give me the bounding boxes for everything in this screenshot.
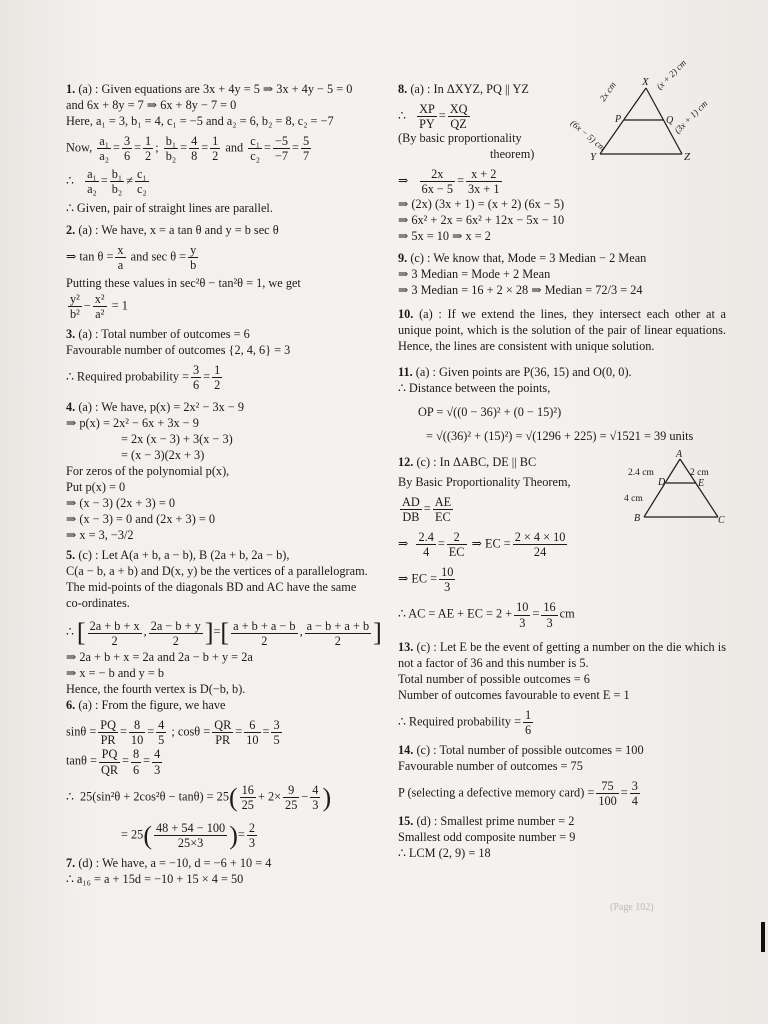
solution-line: By Basic Proportionality Theorem, (398, 474, 571, 489)
triangle-xyz-figure (568, 57, 728, 168)
page-footnote: (Page 102) (610, 902, 654, 913)
solution-text: (d) : We have, a = −10, d = −6 + 10 = 4 (78, 856, 272, 871)
solution-line: ⇒ x = 3, −3/2 (66, 528, 134, 543)
identity-equation: $\frac{\text{y²}}{\text{b²}}$ − $\frac{\text{x²}}{\text{a²}}$ = 1 (70, 291, 128, 321)
solution-line: The mid-points of the diagonals BD and AC have the same (66, 580, 357, 595)
solution-line: ⇒ (x − 3) (2x + 3) = 0 (66, 496, 175, 511)
question-number: 11. (398, 364, 413, 379)
solution-14 (398, 743, 726, 808)
solution-line: co-ordinates. (66, 596, 130, 611)
fraction: $\frac{1}{2}$ (212, 134, 219, 164)
solution-line: Putting these values in sec²θ − tan²θ = 1, we get (66, 275, 301, 290)
midpoint-equation: ∴ [ $\frac{2a + b + x}{2}$ , $\frac{2a - b + y}{2}$ ]=[ $\frac{a + b + a - b}{2}$ , $\frac{a - b + a + b}{2}$ ] (66, 618, 382, 648)
ec-value: ⇒ EC = $\frac{10}{3}$ (398, 565, 454, 595)
vertex-z-label: Z (684, 151, 691, 163)
solution-line: ∴ Distance between the points, (398, 380, 551, 395)
solution-text: (a) : Total number of outcomes = 6 (78, 327, 250, 342)
solution-line: (By basic proportionality (398, 131, 522, 146)
solution-line: Number of outcomes favourable to event E = 1 (398, 687, 630, 702)
ac-value: ∴ AC = AE + EC = 2 + $\frac{10}{3}$ = $\frac{16}{3}$ cm (398, 600, 575, 630)
solution-text: (a) : From the figure, we have (78, 698, 226, 713)
solution-line: ⇒ (2x) (3x + 1) = (x + 2) (6x − 5) (398, 196, 565, 211)
fraction: $\frac{5}{7}$ (302, 134, 310, 164)
solution-11 (398, 365, 726, 445)
solution-line: Hence, the fourth vertex is D(−b, b). (66, 682, 246, 697)
length-db-label: 4 cm (624, 493, 643, 504)
question-number: 1. (66, 82, 76, 96)
fraction: $\frac{4}{8}$ (191, 134, 198, 164)
tan-line: tanθ = $\frac{PQ}{QR}$ = $\frac{8}{6}$ = $\frac{4}{3}$ (66, 747, 161, 777)
length-qz-label: (3x + 1) cm (672, 98, 710, 136)
solution-line: and 6x + 8y = 7 ⇒ 6x + 8y − 7 = 0 (66, 98, 237, 112)
ratio-line: $\frac{AD}{DB}$ = $\frac{AE}{EC}$ (402, 494, 452, 524)
solution-line: theorem) (490, 147, 535, 162)
solution-text: (a) : We have, p(x) = 2x² − 3x − 9 (78, 400, 244, 415)
solution-line: = 2x (x − 3) + 3(x − 3) (121, 432, 233, 447)
solution-7 (66, 856, 396, 888)
label: Now, (66, 140, 93, 155)
solution-10 (398, 307, 726, 355)
solution-line: ⇒ x = − b and y = b (66, 666, 165, 681)
solution-line: ⇒ tan θ = $\frac{x}{a}$ and sec θ = $\frac{y}{b}$ (66, 242, 197, 272)
fraction: $\frac{\text{c₁}}{\text{c₂}}$ (136, 167, 147, 197)
solution-line: C(a − b, a + b) and D(x, y) be the vertices of a parallelogram. (66, 564, 368, 579)
solution-line: Smallest odd composite number = 9 (398, 830, 576, 845)
solution-text: (a) : If we extend the lines, they intersect each other at a unique point, which is the solution of the pair of linear equations. Hence, the lines are consistent with unique solution. (398, 306, 727, 353)
solution-line: Here, a₁ = 3, b₁ = 4, c₁ = −5 and a₂ = 6, b₂ = 8, c₂ = −7 (66, 114, 334, 128)
fraction: $\frac{1}{2}$ (145, 134, 152, 164)
vertex-c-label: C (718, 514, 725, 526)
solution-1 (66, 82, 396, 217)
fraction: $\frac{3}{6}$ (123, 134, 131, 164)
fraction: $\frac{\text{a₁}}{\text{a₂}}$ (87, 167, 97, 197)
fraction: $\frac{\text{a₁}}{\text{a₂}}$ (99, 134, 110, 164)
sin-cos-line: sinθ = $\frac{PQ}{PR}$ = $\frac{8}{10}$ = $\frac{4}{5}$ ; cosθ = $\frac{QR}{PR}$ = $\frac{6}{10}$ = $\frac{3}{5}$ (66, 718, 280, 748)
solution-line: ∴ a₁₆ = a + 15d = −10 + 15 × 4 = 50 (66, 872, 244, 887)
length-xp-label: 2x cm (597, 80, 618, 104)
solution-line: Favourable number of outcomes {2, 4, 6} = 3 (66, 343, 291, 358)
question-number: 8. (398, 82, 408, 96)
solution-15 (398, 814, 726, 862)
page-edge-mark (761, 922, 765, 952)
solution-5 (66, 548, 396, 698)
length-xq-label: (x + 2) cm (654, 57, 689, 92)
question-number: 7. (66, 856, 76, 871)
solution-text: (a) : Given points are P(36, 15) and O(0, 0). (415, 364, 632, 379)
solution-2 (66, 223, 396, 322)
solution-13 (398, 640, 726, 737)
solution-line: Total number of possible outcomes = 6 (398, 671, 590, 686)
question-number: 12. (398, 454, 414, 469)
vertex-b-label: B (634, 512, 641, 524)
expression-result: = 25( $\frac{48 + 54 - 100}{25\times 3}$ )= $\frac{2}{3}$ (121, 820, 255, 850)
solution-line: Put p(x) = 0 (66, 480, 126, 495)
distance-result: = √((36)² + (15)²) = √(1296 + 225) = √1521 = 39 units (426, 428, 694, 443)
probability-line: P (selecting a defective memory card) = $\frac{75}{100}$ = $\frac{3}{4}$ (398, 778, 638, 809)
solution-text: (c) : Total number of possible outcomes = 100 (416, 742, 644, 757)
solution-4 (66, 400, 396, 544)
probability-line: ∴ Required probability = $\frac{3}{6}$ = $\frac{1}{2}$ (66, 363, 221, 393)
solution-text: (d) : Smallest prime number = 2 (416, 814, 575, 829)
ratio-line: Now, $\frac{\text{a₁}}{\text{a₂}}$ = $\frac{3}{6}$ = $\frac{1}{2}$ ; $\frac{\text{b₁}}{\text{b₂}}$ = $\frac{4}{8}$ = $\frac{1}{2}$ and $\frac{\text{c₁}}{\text{c₂}}$ = $\frac{-5}{-7}$ = $\frac{5}{7}$ (66, 134, 310, 164)
side-xz (646, 88, 682, 154)
solution-12 (398, 448, 726, 630)
solution-line: For zeros of the polynomial p(x), (66, 464, 230, 479)
solution-6 (66, 698, 396, 852)
point-q-label: Q (666, 115, 674, 126)
solution-line: = (x − 3)(2x + 3) (121, 448, 205, 463)
solution-text: (c) : In ΔABC, DE || BC (416, 454, 537, 469)
fraction: $\frac{\text{b₁}}{\text{b₂}}$ (165, 134, 177, 164)
solution-line: ∴ LCM (2, 9) = 18 (398, 846, 491, 861)
ratio-substitution: ⇒ $\frac{2x}{6x - 5}$ = $\frac{x + 2}{3x + 1}$ (398, 167, 500, 197)
point-p-label: P (615, 114, 622, 125)
question-number: 13. (398, 639, 414, 654)
point-e-label: E (698, 477, 705, 489)
conclusion: ∴ Given, pair of straight lines are parallel. (66, 200, 273, 215)
triangle-abc-figure (624, 449, 726, 527)
expression-line: ∴ 25(sin²θ + 2cos²θ − tanθ) = 25( $\frac{16}{25}$ + 2× $\frac{9}{25}$ − $\frac{4}{3}$ ) (66, 782, 332, 813)
length-ad-label: 2.4 cm (628, 467, 654, 478)
vertex-a-label: A (676, 448, 683, 460)
question-number: 6. (66, 698, 76, 713)
question-number: 15. (398, 814, 414, 829)
length-py-label: (6x − 5) cm (568, 117, 608, 153)
solution-text: (c) : We know that, Mode = 3 Median − 2 Mean (410, 250, 647, 265)
solution-line: ⇒ 3 Median = 16 + 2 × 28 ⇒ Median = 72/3 = 24 (398, 282, 643, 297)
solution-line: ⇒ 2a + b + x = 2a and 2a − b + y = 2a (66, 650, 253, 665)
solution-3 (66, 327, 396, 392)
length-ae-label: 2 cm (690, 467, 709, 478)
solution-line: ⇒ p(x) = 2x² − 6x + 3x − 9 (66, 416, 199, 431)
solution-text: (c) : Let A(a + b, a − b), B (2a + b, 2a − b), (78, 548, 290, 563)
solution-line: ⇒ 5x = 10 ⇒ x = 2 (398, 228, 491, 243)
solution-line: ⇒ (x − 3) = 0 and (2x + 3) = 0 (66, 512, 216, 527)
solution-line: ⇒ 3 Median = Mode + 2 Mean (398, 266, 551, 281)
solution-text: (a) : We have, x = a tan θ and y = b sec θ (78, 222, 279, 237)
question-number: 4. (66, 400, 76, 415)
solution-8 (398, 57, 726, 245)
solution-text: (a) : In ΔXYZ, PQ || YZ (410, 82, 529, 96)
question-number: 9. (398, 250, 408, 265)
vertex-x-label: X (642, 76, 649, 88)
solution-text: (a) : Given equations are 3x + 4y = 5 ⇒ 3x + 4y − 5 = 0 (78, 82, 353, 96)
ratio-comparison: ∴ $\frac{\text{a₁}}{\text{a₂}}$ = $\frac{\text{b₁}}{\text{b₂}}$ ≠ $\frac{\text{c₁}}{\text{c₂}}$ (66, 167, 147, 197)
probability-line: ∴ Required probability = $\frac{1}{6}$ (398, 707, 532, 737)
fraction: $\frac{\text{b₁}}{\text{b₂}}$ (111, 167, 123, 197)
fraction: $\frac{-5}{-7}$ (274, 134, 289, 164)
question-number: 10. (398, 306, 414, 321)
solution-line: ⇒ 6x² + 2x = 6x² + 12x − 5x − 10 (398, 212, 565, 227)
left-column (66, 82, 396, 888)
question-number: 14. (398, 742, 414, 757)
question-number: 3. (66, 327, 76, 342)
ratio-line: ∴ $\frac{XP}{PY}$ = $\frac{XQ}{QZ}$ (398, 102, 468, 132)
right-column (398, 57, 727, 862)
distance-formula: OP = √((0 − 36)² + (0 − 15)²) (418, 404, 562, 419)
solution-line: Favourable number of outcomes = 75 (398, 758, 583, 773)
vertex-y-label: Y (590, 151, 597, 163)
question-number: 2. (66, 222, 76, 237)
solution-text: (c) : Let E be the event of getting a number on the die which is not a factor of 36 and this number is 5. (398, 639, 726, 670)
question-number: 5. (66, 548, 76, 563)
point-d-label: D (658, 476, 666, 488)
fraction: $\frac{\text{c₁}}{\text{c₂}}$ (250, 134, 260, 164)
ratio-substitution: ⇒ $\frac{2.4}{4}$ = $\frac{2}{EC}$ ⇒ EC = $\frac{2 \times 4 \times 10}{24}$ (398, 529, 566, 559)
solution-9 (398, 251, 726, 299)
